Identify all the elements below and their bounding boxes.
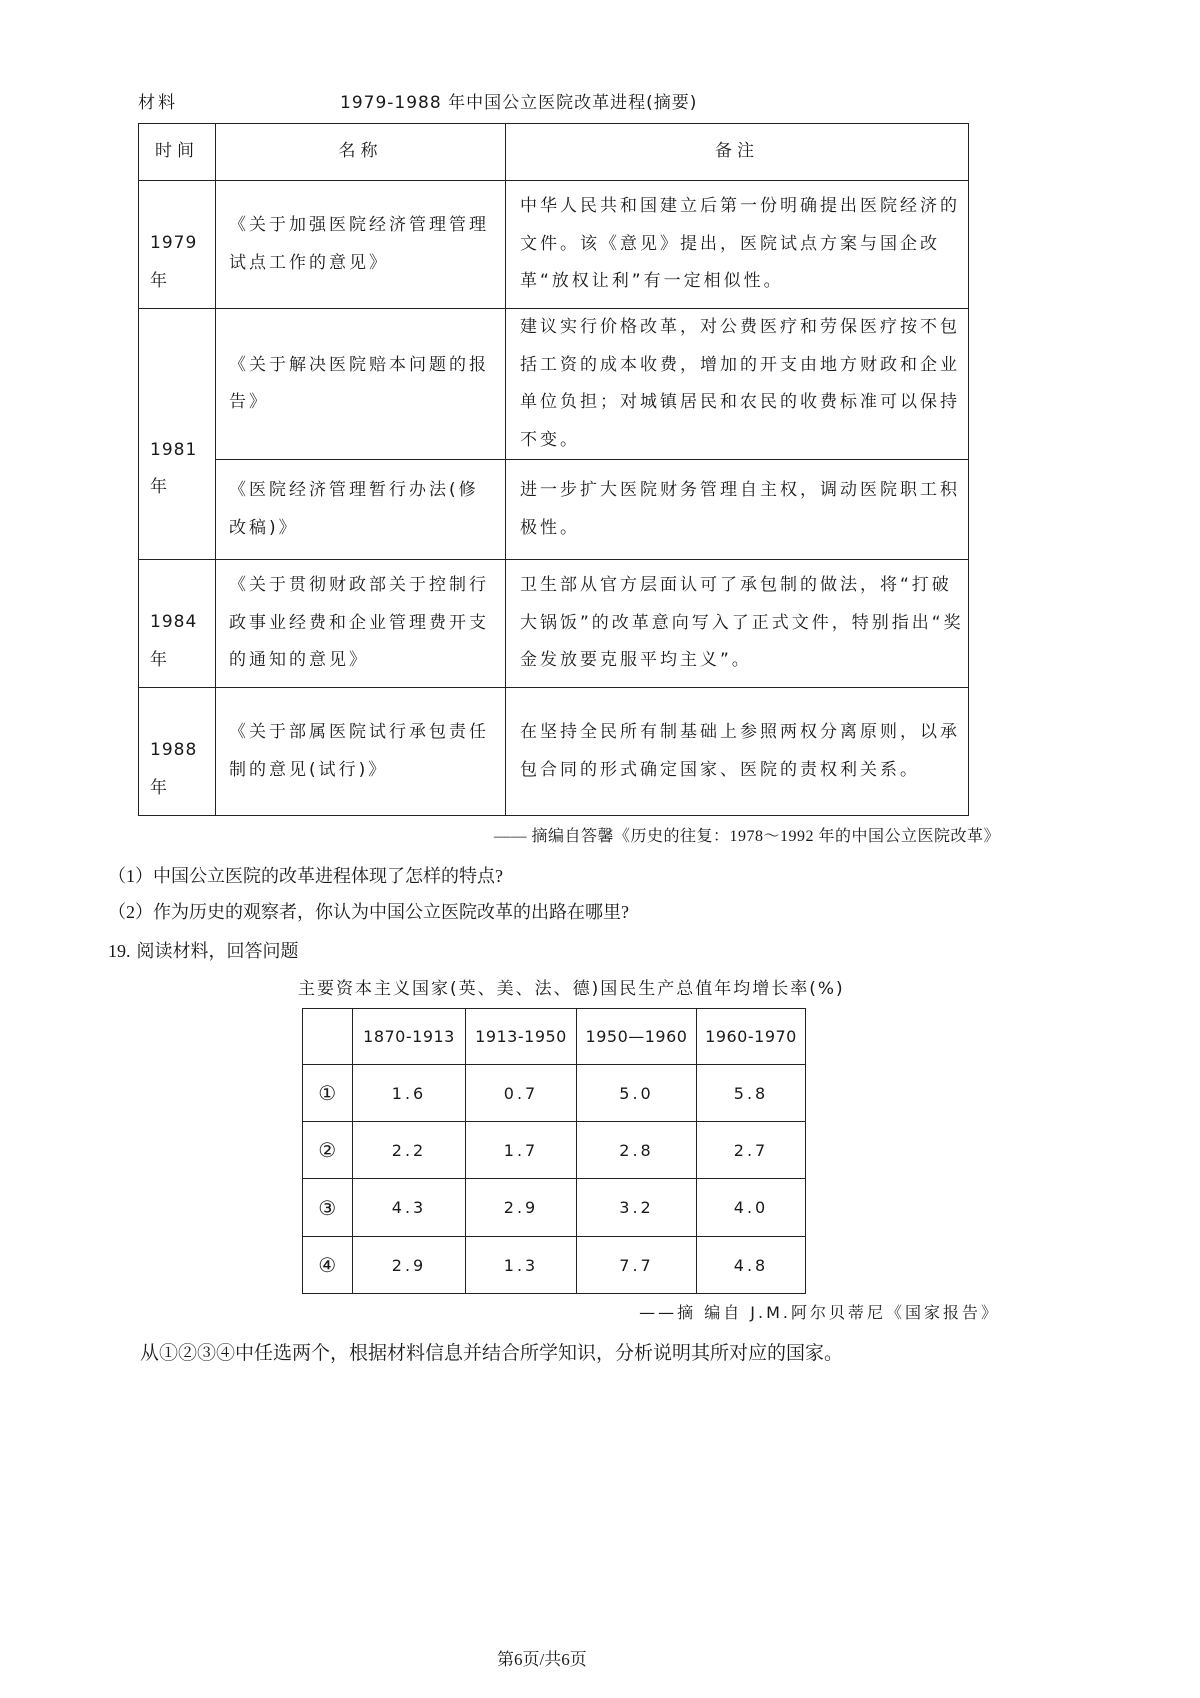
table-row <box>139 560 969 688</box>
header-cell-name: 名称 <box>216 124 506 181</box>
page-footer: 第6页/共6页 <box>497 1650 587 1669</box>
growth-value-cell: 4.3 <box>353 1179 466 1237</box>
table-header-row <box>303 1009 806 1065</box>
period-header-cell: 1960-1970 <box>697 1009 806 1065</box>
growth-value-cell: 0.7 <box>466 1065 577 1122</box>
table-row <box>303 1237 806 1294</box>
table-header-row <box>139 124 969 181</box>
reform-table-body <box>139 124 969 816</box>
growth-value-cell: 1.6 <box>353 1065 466 1122</box>
country-label-cell: ④ <box>303 1237 353 1294</box>
growth-value-cell: 1.7 <box>466 1122 577 1179</box>
country-label-cell: ① <box>303 1065 353 1122</box>
gnp-table-source: ——摘 编自 J.M.阿尔贝蒂尼《国家报告》 <box>639 1303 1000 1322</box>
table-row <box>139 688 969 816</box>
growth-value-cell: 3.2 <box>577 1179 697 1237</box>
growth-value-cell: 4.8 <box>697 1237 806 1294</box>
header-cell-remark: 备注 <box>506 124 969 181</box>
growth-value-cell: 5.8 <box>697 1065 806 1122</box>
growth-value-cell: 4.0 <box>697 1179 806 1237</box>
table-row <box>303 1122 806 1179</box>
remark-cell: 进一步扩大医院财务管理自主权，调动医院职工积极性。 <box>506 460 969 560</box>
material-label: 材料 <box>138 93 178 113</box>
growth-value-cell: 2.9 <box>466 1179 577 1237</box>
corner-cell <box>303 1009 353 1065</box>
time-cell: 1984 年 <box>139 560 216 688</box>
growth-value-cell: 5.0 <box>577 1065 697 1122</box>
period-header-cell: 1950—1960 <box>577 1009 697 1065</box>
period-header-cell: 1870-1913 <box>353 1009 466 1065</box>
growth-value-cell: 2.9 <box>353 1237 466 1294</box>
material-title: 1979-1988 年中国公立医院改革进程(摘要) <box>340 93 698 113</box>
gnp-table-body <box>303 1009 806 1294</box>
country-label-cell: ③ <box>303 1179 353 1237</box>
time-cell: 1981 年 <box>139 309 216 560</box>
remark-cell: 在坚持全民所有制基础上参照两权分离原则，以承包合同的形式确定国家、医院的责权利关系。 <box>506 688 969 816</box>
question-19-heading <box>108 937 1200 965</box>
period-header-cell: 1913-1950 <box>466 1009 577 1065</box>
document-name-cell: 《医院经济管理暂行办法(修改稿)》 <box>216 460 506 560</box>
gnp-table <box>302 1008 806 1294</box>
document-name-cell: 《关于部属医院试行承包责任制的意见(试行)》 <box>216 688 506 816</box>
sub-question-2: （2）作为历史的观察者，你认为中国公立医院改革的出路在哪里? <box>108 902 629 922</box>
time-cell: 1979 年 <box>139 181 216 309</box>
material-header <box>0 90 1200 116</box>
country-label-cell: ② <box>303 1122 353 1179</box>
sub-question-1: （1）中国公立医院的改革进程体现了怎样的特点? <box>108 866 503 886</box>
growth-value-cell: 1.3 <box>466 1237 577 1294</box>
table-row <box>303 1179 806 1237</box>
document-name-cell: 《关于解决医院赔本问题的报告》 <box>216 309 506 460</box>
time-cell: 1988 年 <box>139 688 216 816</box>
task-question: 从①②③④中任选两个，根据材料信息并结合所学知识，分析说明其所对应的国家。 <box>140 1343 844 1364</box>
question-number: 19. <box>108 941 131 961</box>
remark-cell: 卫生部从官方层面认可了承包制的做法，将“打破大锅饭”的改革意向写入了正式文件，特别指出“奖金发放要克服平均主义”。 <box>506 560 969 688</box>
remark-cell: 建议实行价格改革，对公费医疗和劳保医疗按不包括工资的成本收费，增加的开支由地方财政和企业单位负担；对城镇居民和农民的收费标准可以保持不变。 <box>506 309 969 460</box>
document-name-cell: 《关于加强医院经济管理管理试点工作的意见》 <box>216 181 506 309</box>
document-name-cell: 《关于贯彻财政部关于控制行政事业经费和企业管理费开支的通知的意见》 <box>216 560 506 688</box>
table-row <box>303 1065 806 1122</box>
growth-value-cell: 2.2 <box>353 1122 466 1179</box>
gnp-table-title: 主要资本主义国家(英、美、法、德)国民生产总值年均增长率(%) <box>298 979 845 999</box>
reform-table <box>138 123 969 816</box>
table-row <box>139 181 969 309</box>
table-row <box>139 460 969 560</box>
header-cell-time: 时间 <box>139 124 216 181</box>
growth-value-cell: 2.8 <box>577 1122 697 1179</box>
table-row <box>139 309 969 460</box>
question-prompt: 阅读材料，回答问题 <box>136 941 299 961</box>
growth-value-cell: 2.7 <box>697 1122 806 1179</box>
growth-value-cell: 7.7 <box>577 1237 697 1294</box>
reform-table-source: —— 摘编自答馨《历史的往复：1978～1992 年的中国公立医院改革》 <box>493 828 1000 845</box>
remark-cell: 中华人民共和国建立后第一份明确提出医院经济的文件。该《意见》提出，医院试点方案与国企改革“放权让利”有一定相似性。 <box>506 181 969 309</box>
